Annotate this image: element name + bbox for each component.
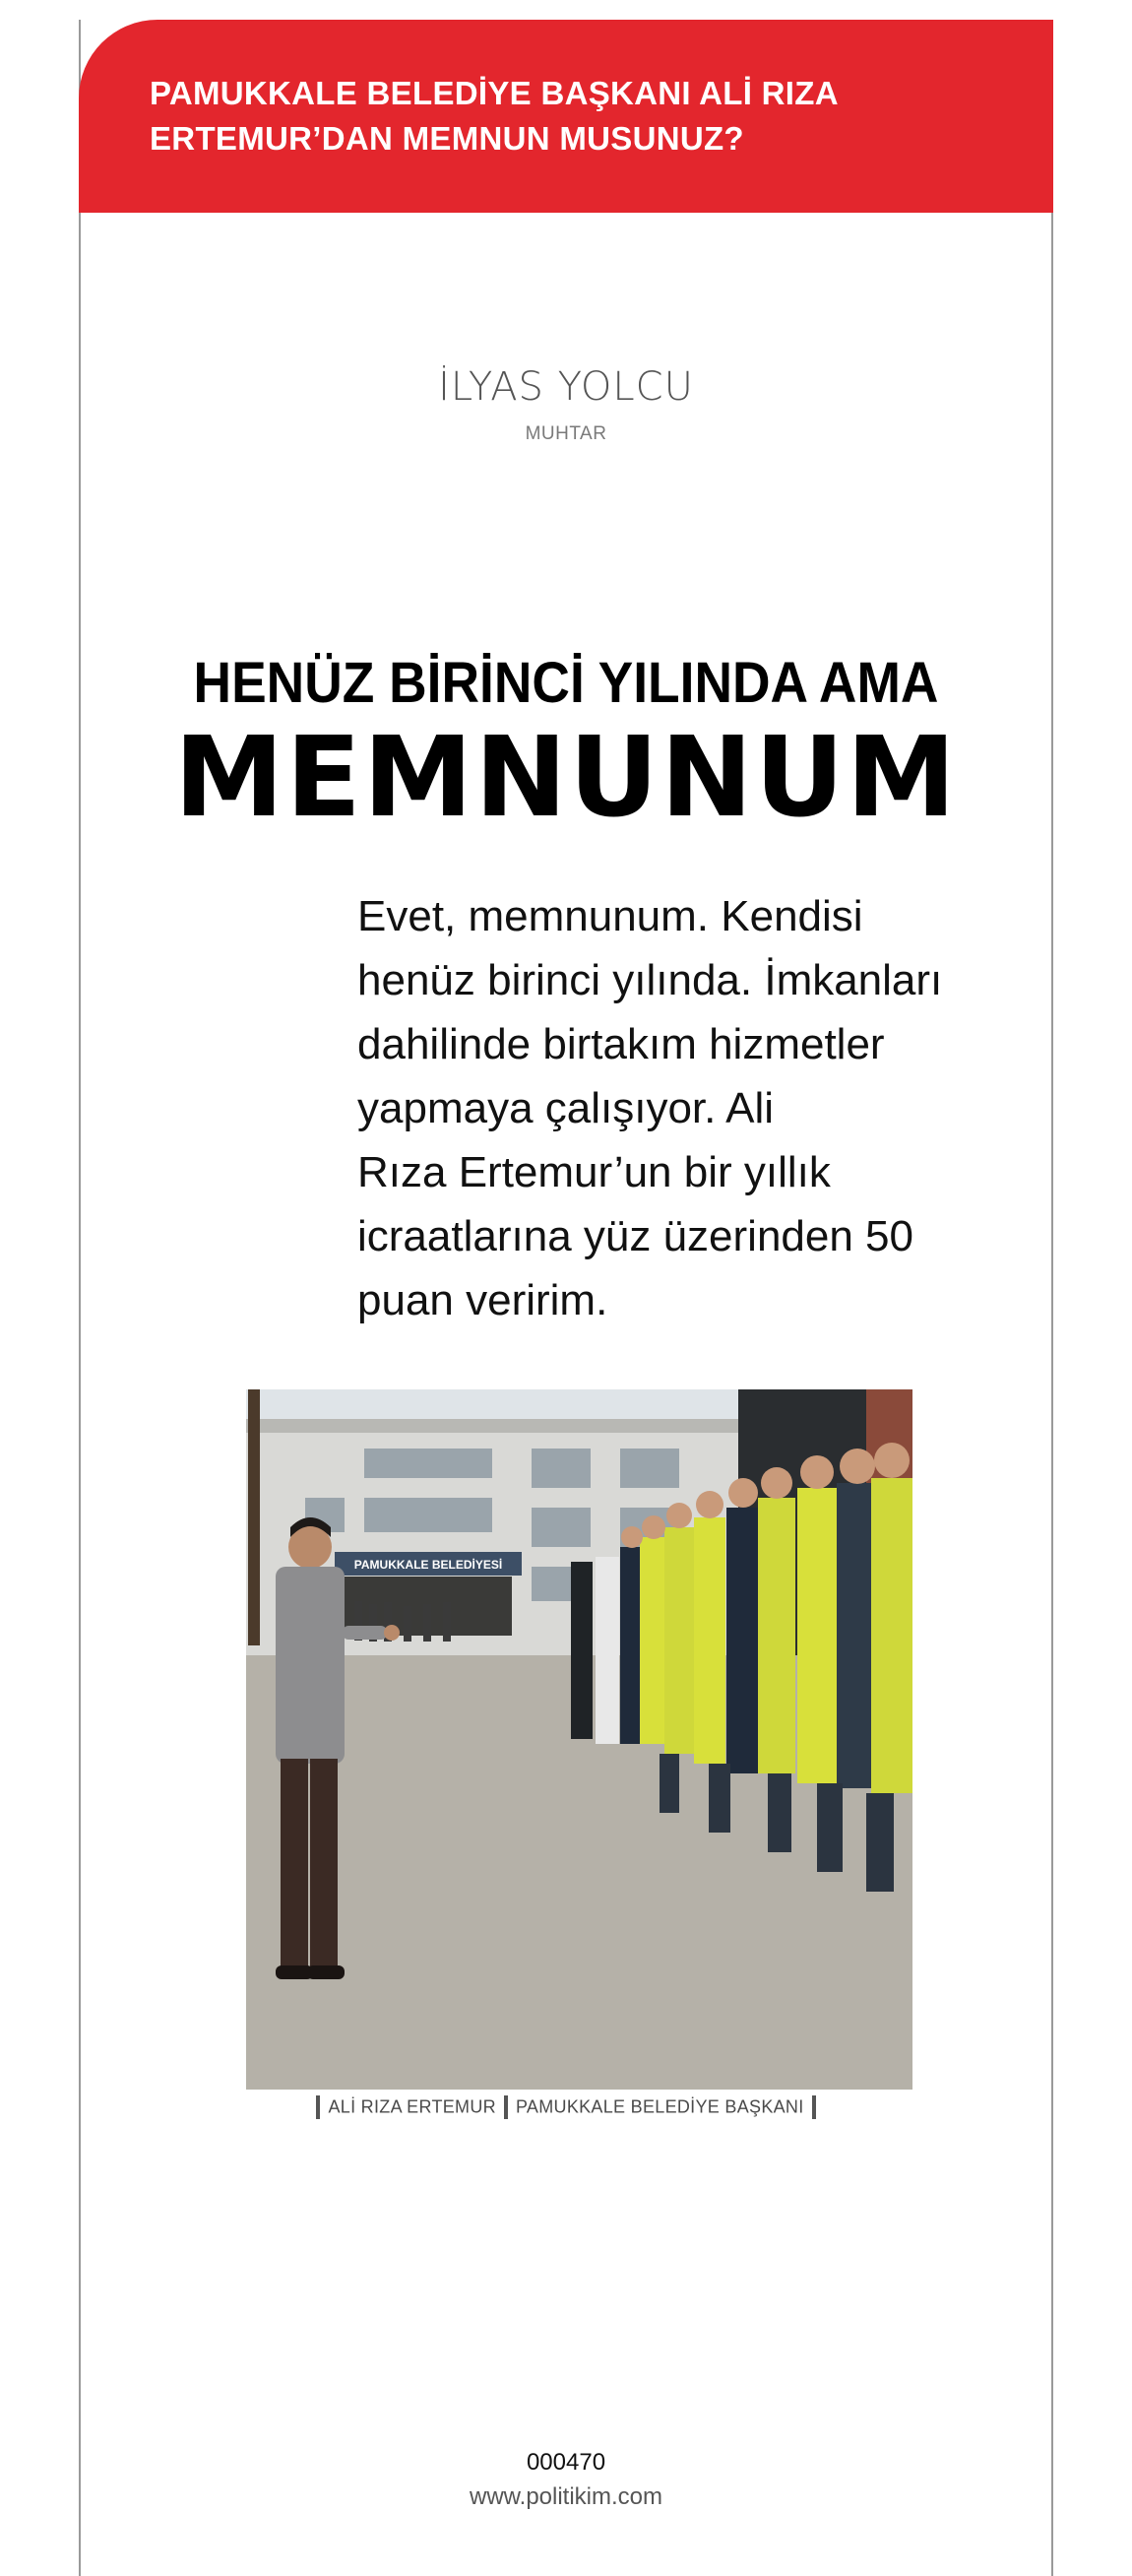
- caption-divider: [812, 2095, 816, 2119]
- caption-title: PAMUKKALE BELEDİYE BAŞKANI: [515, 2096, 804, 2117]
- headline-line-1: HENÜZ BİRİNCİ YILINDA AMA: [193, 651, 939, 715]
- photo-caption: [0, 2095, 1132, 2119]
- photo-illustration: [246, 1389, 912, 2090]
- caption-divider: [504, 2095, 508, 2119]
- header-banner: [79, 20, 1053, 213]
- quote-text: Evet, memnunum. Kendisi henüz birinci yılında. İmkanları dahilinde birtakım hizmetler yapmaya çalışıyor. Ali Rıza Ertemur’un bir yıllık icraatlarına yüz üzerinden 50 puan veririm.: [357, 892, 943, 1324]
- footer-website: www.politikim.com: [469, 2483, 663, 2510]
- person-name: İLYAS YOLCU: [438, 364, 694, 410]
- news-photo: [246, 1389, 912, 2090]
- person-role: MUHTAR: [525, 423, 607, 444]
- headline-line-2: MEMNUNUM: [173, 714, 959, 842]
- building-sign-text: PAMUKKALE BELEDİYESİ: [353, 1558, 503, 1572]
- header-title: PAMUKKALE BELEDİYE BAŞKANI ALİ RIZA ERTEMUR’DAN MEMNUN MUSUNUZ?: [150, 75, 839, 157]
- caption-name: ALİ RIZA ERTEMUR: [328, 2096, 496, 2117]
- caption-divider: [316, 2095, 320, 2119]
- footer-code: 000470: [526, 2449, 606, 2476]
